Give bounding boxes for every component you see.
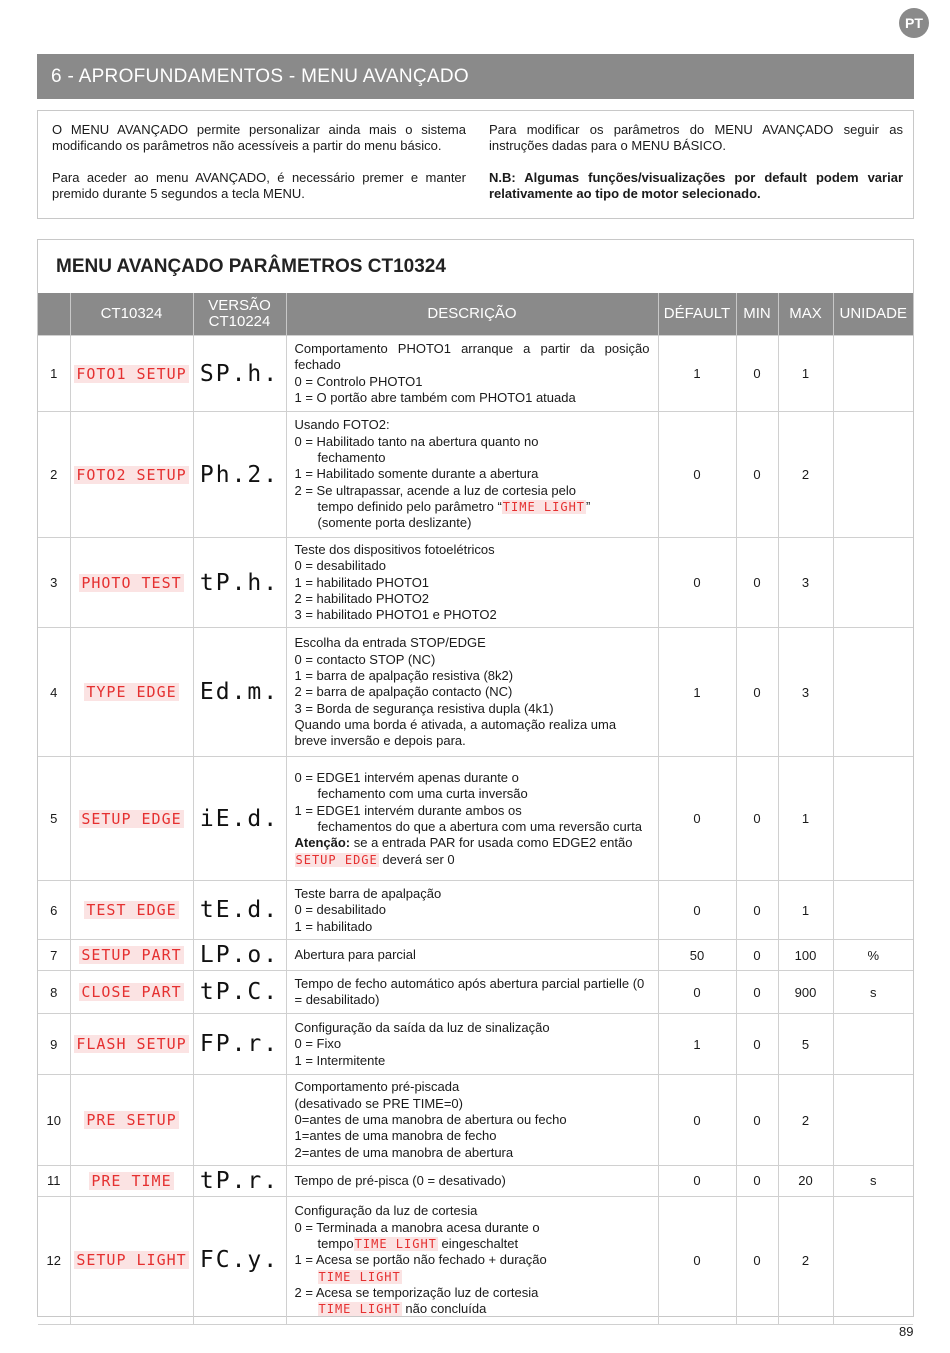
unit-value bbox=[833, 538, 913, 628]
description: Tempo de pré-pisca (0 = desativado) bbox=[286, 1165, 658, 1196]
description: 0 = EDGE1 intervém apenas durante o fechamento com uma curta inversão 1 = EDGE1 intervém durante ambos os fechamentos do que a abertura com uma reversão curta Atenção: se a entrada PAR for usada como EDGE2 então SETUP EDGE deverá ser 0 bbox=[286, 757, 658, 881]
description: Comportamento pré-piscada (desativado se PRE TIME=0) 0=antes de uma manobra de abertura ou fecho 1=antes de uma manobra de fecho 2=antes de uma manobra de abertura bbox=[286, 1075, 658, 1165]
unit-value bbox=[833, 757, 913, 881]
display-code: tE.d. bbox=[193, 881, 286, 940]
lcd-label: FOTO1 SETUP bbox=[70, 336, 193, 412]
min-value: 0 bbox=[736, 940, 778, 971]
table-row bbox=[38, 881, 913, 940]
display-code: tP.h. bbox=[193, 538, 286, 628]
display-code: LP.o. bbox=[193, 940, 286, 971]
table-row bbox=[38, 412, 913, 538]
min-value: 0 bbox=[736, 971, 778, 1014]
section-title-bar bbox=[37, 54, 914, 99]
max-value: 1 bbox=[778, 757, 833, 881]
max-value: 100 bbox=[778, 940, 833, 971]
unit-value: s bbox=[833, 971, 913, 1014]
default-value: 50 bbox=[658, 940, 736, 971]
row-index: 2 bbox=[38, 412, 70, 538]
display-code: Ed.m. bbox=[193, 628, 286, 757]
row-index: 9 bbox=[38, 1014, 70, 1075]
table-row bbox=[38, 1196, 913, 1324]
language-badge: PT bbox=[899, 8, 929, 38]
table-row bbox=[38, 1165, 913, 1196]
lcd-label: PRE TIME bbox=[70, 1165, 193, 1196]
lcd-label: SETUP PART bbox=[70, 940, 193, 971]
display-code: iE.d. bbox=[193, 757, 286, 881]
description: Teste dos dispositivos fotoelétricos 0 = desabilitado 1 = habilitado PHOTO1 2 = habilitado PHOTO2 3 = habilitado PHOTO1 e PHOTO2 bbox=[286, 538, 658, 628]
unit-value bbox=[833, 336, 913, 412]
description: Abertura para parcial bbox=[286, 940, 658, 971]
lcd-inline-label: TIME LIGHT bbox=[354, 1237, 437, 1252]
unit-value: % bbox=[833, 940, 913, 971]
min-value: 0 bbox=[736, 628, 778, 757]
row-index: 6 bbox=[38, 881, 70, 940]
parameters-table bbox=[38, 293, 913, 1325]
default-value: 1 bbox=[658, 336, 736, 412]
max-value: 1 bbox=[778, 881, 833, 940]
min-value: 0 bbox=[736, 757, 778, 881]
description: Tempo de fecho automático após abertura parcial partielle (0 = desabilitado) bbox=[286, 971, 658, 1014]
row-index: 8 bbox=[38, 971, 70, 1014]
row-index: 7 bbox=[38, 940, 70, 971]
max-value: 2 bbox=[778, 412, 833, 538]
description: Usando FOTO2: 0 = Habilitado tanto na abertura quanto no fechamento 1 = Habilitado somente durante a abertura 2 = Se ultrapassar, acende a luz de cortesia pelo tempo definido pelo parâmetro “TIME LIGHT” (somente porta deslizante) bbox=[286, 412, 658, 538]
col-header-max: MAX bbox=[778, 293, 833, 336]
min-value: 0 bbox=[736, 1075, 778, 1165]
default-value: 1 bbox=[658, 1014, 736, 1075]
default-value: 0 bbox=[658, 971, 736, 1014]
section-title: 6 - APROFUNDAMENTOS - MENU AVANÇADO bbox=[51, 65, 469, 87]
display-code bbox=[193, 1075, 286, 1165]
unit-value bbox=[833, 881, 913, 940]
unit-value: s bbox=[833, 1165, 913, 1196]
default-value: 0 bbox=[658, 538, 736, 628]
page-number: 89 bbox=[899, 1324, 914, 1339]
col-header-index bbox=[38, 293, 70, 336]
max-value: 5 bbox=[778, 1014, 833, 1075]
intro-paragraph: Para modificar os parâmetros do MENU AVANÇADO seguir as instruções dadas para o MENU BÁSICO. bbox=[489, 122, 903, 153]
lcd-label: CLOSE PART bbox=[70, 971, 193, 1014]
lcd-label: FOTO2 SETUP bbox=[70, 412, 193, 538]
intro-left-column bbox=[52, 122, 466, 218]
table-row bbox=[38, 971, 913, 1014]
max-value: 1 bbox=[778, 336, 833, 412]
table-row bbox=[38, 1075, 913, 1165]
intro-paragraph: O MENU AVANÇADO permite personalizar ainda mais o sistema modificando os parâmetros não acessíveis a partir do menu básico. bbox=[52, 122, 466, 153]
intro-note: N.B: Algumas funções/visualizações por default podem variar relativamente ao tipo de motor selecionado. bbox=[489, 170, 903, 201]
default-value: 0 bbox=[658, 1165, 736, 1196]
lcd-inline-label: SETUP EDGE bbox=[295, 852, 378, 867]
max-value: 20 bbox=[778, 1165, 833, 1196]
lcd-label: TYPE EDGE bbox=[70, 628, 193, 757]
lcd-inline-label: TIME LIGHT bbox=[318, 1269, 401, 1284]
max-value: 3 bbox=[778, 538, 833, 628]
table-row bbox=[38, 336, 913, 412]
row-index: 1 bbox=[38, 336, 70, 412]
lcd-label: SETUP EDGE bbox=[70, 757, 193, 881]
row-index: 12 bbox=[38, 1196, 70, 1324]
lcd-label: FLASH SETUP bbox=[70, 1014, 193, 1075]
row-index: 5 bbox=[38, 757, 70, 881]
table-row bbox=[38, 1014, 913, 1075]
col-header-unidade: UNIDADE bbox=[833, 293, 913, 336]
min-value: 0 bbox=[736, 881, 778, 940]
intro-paragraph: Para aceder ao menu AVANÇADO, é necessário premer e manter premido durante 5 segundos a tecla MENU. bbox=[52, 170, 466, 201]
unit-value bbox=[833, 628, 913, 757]
description: Comportamento PHOTO1 arranque a partir da posição fechado 0 = Controlo PHOTO1 1 = O portão abre também com PHOTO1 atuada bbox=[286, 336, 658, 412]
unit-value bbox=[833, 1196, 913, 1324]
description: Configuração da saída da luz de sinalização 0 = Fixo 1 = Intermitente bbox=[286, 1014, 658, 1075]
display-code: SP.h. bbox=[193, 336, 286, 412]
parameters-panel bbox=[37, 239, 914, 1317]
col-header-versao: VERSÃO CT10224 bbox=[193, 293, 286, 336]
table-row bbox=[38, 757, 913, 881]
max-value: 900 bbox=[778, 971, 833, 1014]
unit-value bbox=[833, 412, 913, 538]
default-value: 0 bbox=[658, 1075, 736, 1165]
min-value: 0 bbox=[736, 1014, 778, 1075]
row-index: 11 bbox=[38, 1165, 70, 1196]
table-row bbox=[38, 940, 913, 971]
display-code: tP.C. bbox=[193, 971, 286, 1014]
unit-value bbox=[833, 1075, 913, 1165]
intro-box bbox=[37, 110, 914, 219]
table-header-row bbox=[38, 293, 913, 336]
default-value: 1 bbox=[658, 628, 736, 757]
table-row bbox=[38, 628, 913, 757]
min-value: 0 bbox=[736, 1165, 778, 1196]
row-index: 10 bbox=[38, 1075, 70, 1165]
description: Teste barra de apalpação 0 = desabilitado 1 = habilitado bbox=[286, 881, 658, 940]
lcd-inline-label: TIME LIGHT bbox=[502, 499, 586, 514]
max-value: 3 bbox=[778, 628, 833, 757]
display-code: FP.r. bbox=[193, 1014, 286, 1075]
display-code: tP.r. bbox=[193, 1165, 286, 1196]
table-title: MENU AVANÇADO PARÂMETROS CT10324 bbox=[56, 256, 446, 277]
default-value: 0 bbox=[658, 881, 736, 940]
col-header-descricao: DESCRIÇÃO bbox=[286, 293, 658, 336]
min-value: 0 bbox=[736, 538, 778, 628]
lcd-label: SETUP LIGHT bbox=[70, 1196, 193, 1324]
table-row bbox=[38, 538, 913, 628]
min-value: 0 bbox=[736, 336, 778, 412]
min-value: 0 bbox=[736, 1196, 778, 1324]
max-value: 2 bbox=[778, 1075, 833, 1165]
lcd-label: PRE SETUP bbox=[70, 1075, 193, 1165]
col-header-default: DÉFAULT bbox=[658, 293, 736, 336]
description: Configuração da luz de cortesia 0 = Terminada a manobra acesa durante o tempoTIME LIGHT eingeschaltet 1 = Acesa se portão não fechado + duração TIME LIGHT 2 = Acesa se temporização luz de cortesia TIME LIGHT não concluída bbox=[286, 1196, 658, 1324]
row-index: 4 bbox=[38, 628, 70, 757]
description: Escolha da entrada STOP/EDGE 0 = contacto STOP (NC) 1 = barra de apalpação resistiva (8k2) 2 = barra de apalpação contacto (NC) 3 = Borda de segurança resistiva dupla (4k1) Quando uma borda é ativada, a automação realiza uma breve inversão e depois para. bbox=[286, 628, 658, 757]
display-code: FC.y. bbox=[193, 1196, 286, 1324]
min-value: 0 bbox=[736, 412, 778, 538]
col-header-ct10324: CT10324 bbox=[70, 293, 193, 336]
lcd-inline-label: TIME LIGHT bbox=[318, 1302, 401, 1317]
display-code: Ph.2. bbox=[193, 412, 286, 538]
unit-value bbox=[833, 1014, 913, 1075]
default-value: 0 bbox=[658, 1196, 736, 1324]
lcd-label: PHOTO TEST bbox=[70, 538, 193, 628]
col-header-min: MIN bbox=[736, 293, 778, 336]
default-value: 0 bbox=[658, 412, 736, 538]
intro-right-column bbox=[489, 122, 903, 218]
max-value: 2 bbox=[778, 1196, 833, 1324]
default-value: 0 bbox=[658, 757, 736, 881]
row-index: 3 bbox=[38, 538, 70, 628]
lcd-label: TEST EDGE bbox=[70, 881, 193, 940]
